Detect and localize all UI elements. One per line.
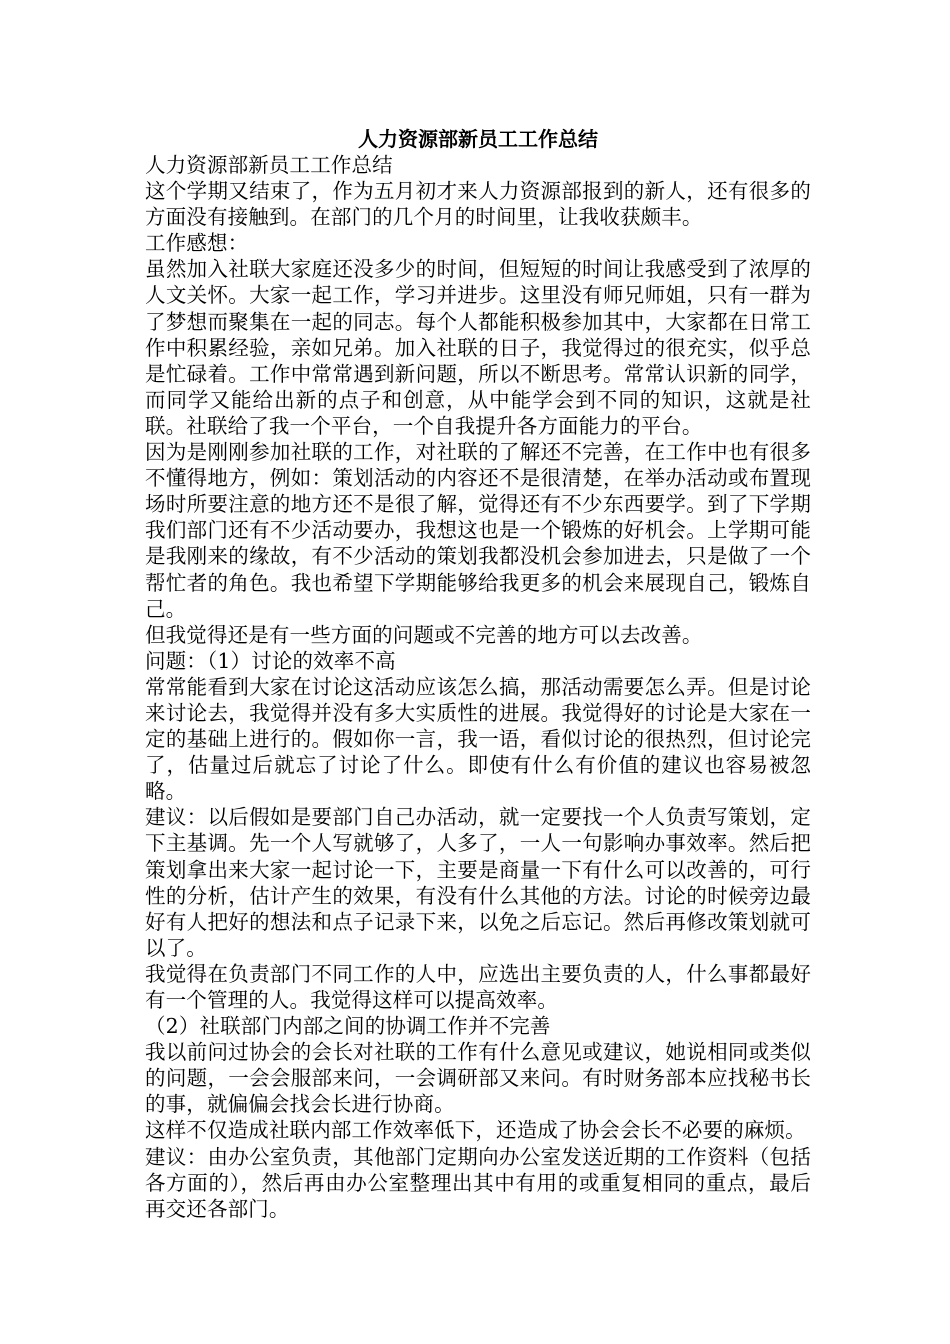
paragraph-problem-2: （2）社联部门内部之间的协调工作并不完善	[145, 1014, 551, 1039]
paragraph-intro: 这个学期又结束了，作为五月初才来人力资源部报到的新人，还有很多的方面没有接触到。在部门的几个月的时间里，让我收获颇丰。	[145, 179, 811, 230]
paragraph-thoughts: 虽然加入社联大家庭还没多少的时间，但短短的时间让我感受到了浓厚的人文关怀。大家一起工作，学习并进步。这里没有师兄师姐，只有一群为了梦想而聚集在一起的同志。每个人都能积极参加其中，大家都在日常工作中积累经验，亲如兄弟。加入社联的日子，我觉得过的很充实，似乎总是忙碌着。工作中常常遇到新问题，所以不断思考。常常认识新的同学，而同学又能给出新的点子和创意，从中能学会到不同的知识，这就是社联。社联给了我一个平台，一个自我提升各方面能力的平台。	[145, 257, 811, 438]
paragraph-shortcomings: 因为是刚刚参加社联的工作，对社联的了解还不完善，在工作中也有很多不懂得地方，例如：策划活动的内容还不是很清楚，在举办活动或布置现场时所要注意的地方还不是很了解，觉得还有不少东西要学。到了下学期我们部门还有不少活动要办，我想这也是一个锻炼的好机会。上学期可能是我刚来的缘故，有不少活动的策划我都没机会参加进去，只是做了一个帮忙者的角色。我也希望下学期能够给我更多的机会来展现自己，锻炼自己。	[145, 440, 811, 621]
paragraph-heading-thoughts: 工作感想：	[145, 231, 249, 256]
paragraph-subtitle: 人力资源部新员工工作总结	[145, 153, 393, 177]
document-body	[145, 152, 811, 1222]
paragraph-problem-1: 问题：（1）讨论的效率不高	[145, 648, 396, 673]
document-title: 人力资源部新员工工作总结	[358, 127, 598, 151]
paragraph-problem-1-detail: 常常能看到大家在讨论这活动应该怎么搞，那活动需要怎么弄。但是讨论来讨论去，我觉得并没有多大实质性的进展。我觉得好的讨论是大家在一定的基础上进行的。假如你一言，我一语，看似讨论的很热烈，但讨论完了，估量过后就忘了讨论了什么。即使有什么有价值的建议也容易被忽略。	[145, 674, 811, 804]
document-page	[145, 126, 811, 1222]
paragraph-suggestion-2: 建议：由办公室负责，其他部门定期向办公室发送近期的工作资料（包括各方面的），然后再由办公室整理出其中有用的或重复相同的重点，最后再交还各部门。	[145, 1144, 811, 1221]
paragraph-improvement-intro: 但我觉得还是有一些方面的问题或不完善的地方可以去改善。	[145, 622, 703, 647]
paragraph-problem-2-effect: 这样不仅造成社联内部工作效率低下，还造成了协会会长不必要的麻烦。	[145, 1118, 806, 1143]
paragraph-problem-2-detail: 我以前问过协会的会长对社联的工作有什么意见或建议，她说相同或类似的问题，一会会服部来问，一会调研部又来问。有时财务部本应找秘书长的事，就偏偏会找会长进行协商。	[145, 1040, 811, 1117]
paragraph-suggestion-1: 建议：以后假如是要部门自己办活动，就一定要找一个人负责写策划，定下主基调。先一个人写就够了，人多了，一人一句影响办事效率。然后把策划拿出来大家一起讨论一下，主要是商量一下有什么可以改善的，可行性的分析，估计产生的效果，有没有什么其他的方法。讨论的时候旁边最好有人把好的想法和点子记录下来，以免之后忘记。然后再修改策划就可以了。	[145, 805, 811, 960]
paragraph-suggestion-1-extra: 我觉得在负责部门不同工作的人中，应选出主要负责的人，什么事都最好有一个管理的人。我觉得这样可以提高效率。	[145, 961, 811, 1012]
